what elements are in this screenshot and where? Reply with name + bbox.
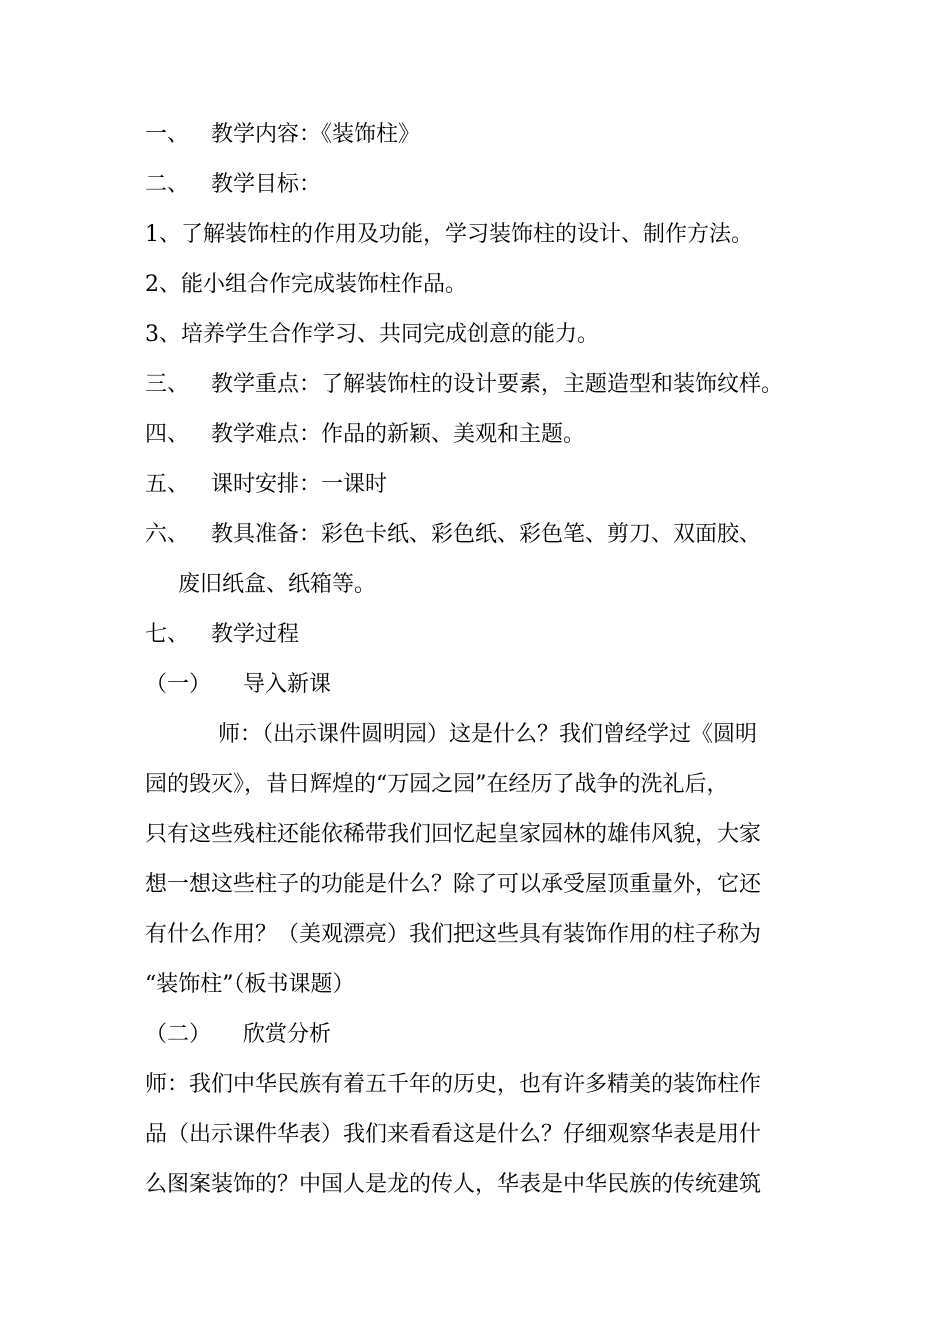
section-text: 教具准备：彩色卡纸、彩色纸、彩色笔、剪刀、双面胶、 bbox=[211, 522, 762, 547]
paragraph-line: 么图案装饰的？中国人是龙的传人，华表是中华民族的传统建筑 bbox=[145, 1172, 762, 1197]
goal-item-2: 2、能小组合作完成装饰柱作品。 bbox=[145, 272, 467, 297]
section-text: 教学难点：作品的新颖、美观和主题。 bbox=[211, 422, 586, 447]
subsection-number: （二） bbox=[145, 1022, 212, 1047]
subsection-text: 导入新课 bbox=[243, 672, 332, 697]
section-teaching-goals bbox=[145, 170, 815, 200]
section-number: 五、 bbox=[145, 472, 190, 497]
section-key-points bbox=[145, 370, 815, 400]
section-number: 六、 bbox=[145, 522, 190, 547]
paragraph-line: 园的毁灭》，昔日辉煌的“万园之园”在经历了战争的洗礼后， bbox=[145, 772, 729, 797]
section-number: 一、 bbox=[145, 122, 190, 147]
section-text: 课时安排：一课时 bbox=[211, 472, 388, 497]
paragraph-line: 想一想这些柱子的功能是什么？除了可以承受屋顶重量外，它还 bbox=[145, 872, 762, 897]
paragraph-line: 师：（出示课件圆明园）这是什么？我们曾经学过《圆明 bbox=[218, 722, 758, 747]
paragraph-line: 师：我们中华民族有着五千年的历史，也有许多精美的装饰柱作 bbox=[145, 1072, 762, 1097]
paragraph-line: 只有这些残柱还能依稀带我们回忆起皇家园林的雄伟风貌，大家 bbox=[145, 822, 762, 847]
section-text: 教学过程 bbox=[211, 622, 300, 647]
goal-item-3: 3、培养学生合作学习、共同完成创意的能力。 bbox=[145, 322, 599, 347]
section-number: 二、 bbox=[145, 172, 190, 197]
subsection-number: （一） bbox=[145, 672, 212, 697]
subsection-introduction bbox=[145, 670, 815, 700]
subsection-appreciation bbox=[145, 1020, 815, 1050]
teaching-aids-continued: 废旧纸盒、纸箱等。 bbox=[178, 572, 377, 597]
section-teaching-aids bbox=[145, 520, 815, 550]
goal-item-1: 1、了解装饰柱的作用及功能，学习装饰柱的设计、制作方法。 bbox=[145, 222, 753, 247]
section-number: 四、 bbox=[145, 422, 190, 447]
section-teaching-process bbox=[145, 620, 815, 650]
paragraph-line: 有什么作用？（美观漂亮）我们把这些具有装饰作用的柱子称为 bbox=[145, 922, 762, 947]
subsection-text: 欣赏分析 bbox=[243, 1022, 332, 1047]
section-teaching-content bbox=[145, 120, 815, 150]
section-schedule bbox=[145, 470, 815, 500]
paragraph-line: “装饰柱”（板书课题） bbox=[145, 972, 355, 997]
paragraph-line: 品（出示课件华表）我们来看看这是什么？仔细观察华表是用什 bbox=[145, 1122, 762, 1147]
section-number: 七、 bbox=[145, 622, 190, 647]
section-text: 教学目标： bbox=[211, 172, 322, 197]
section-number: 三、 bbox=[145, 372, 190, 397]
section-text: 教学重点：了解装饰柱的设计要素，主题造型和装饰纹样。 bbox=[211, 372, 784, 397]
section-difficulties bbox=[145, 420, 815, 450]
section-text: 教学内容：《装饰柱》 bbox=[211, 122, 421, 147]
